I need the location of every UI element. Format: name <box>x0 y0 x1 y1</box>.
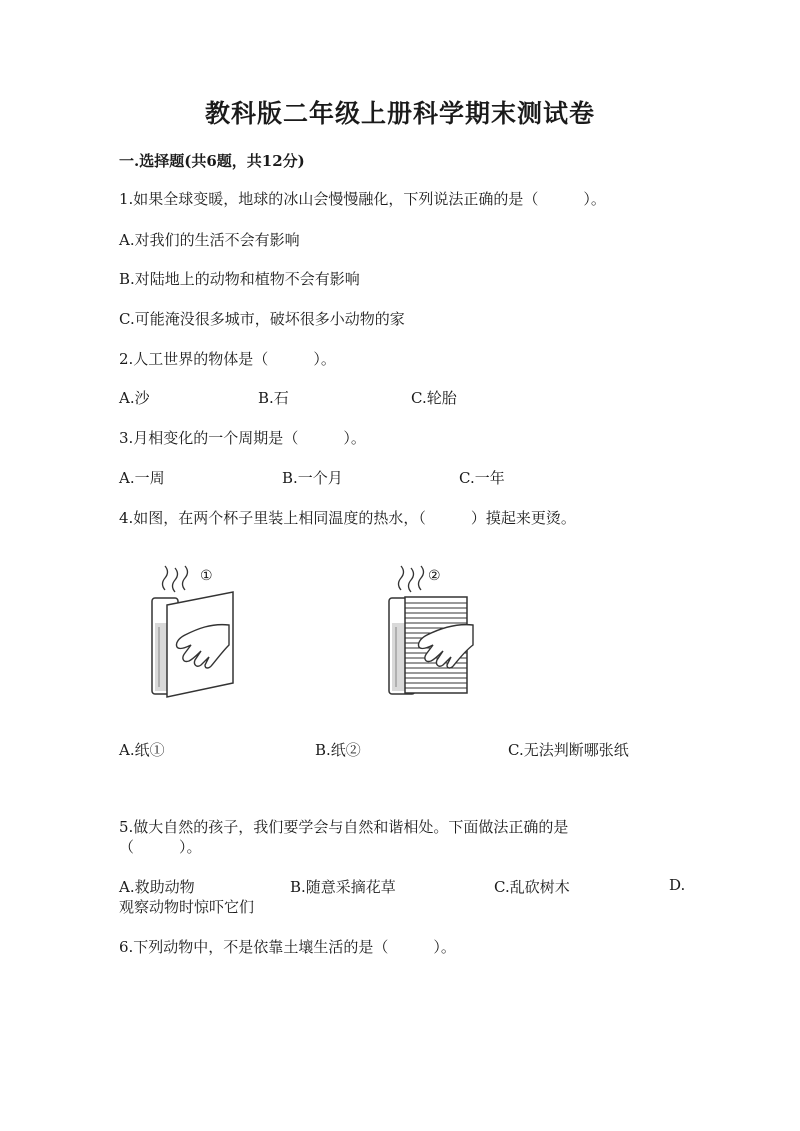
question-2-option-a[interactable]: A.沙 <box>119 389 150 407</box>
question-5-option-a[interactable]: A.救助动物 <box>119 878 195 896</box>
question-1-option-a[interactable]: A.对我们的生活不会有影响 <box>119 231 300 249</box>
question-3-stem: 3.月相变化的一个周期是（ ）。 <box>119 429 366 447</box>
question-5-option-d-continued[interactable]: 观察动物时惊吓它们 <box>119 898 255 916</box>
question-6-stem: 6.下列动物中，不是依靠土壤生活的是（ ）。 <box>119 938 456 956</box>
question-5-option-d[interactable]: D. <box>669 876 686 894</box>
question-2-option-c[interactable]: C.轮胎 <box>411 389 457 407</box>
figure-label-1: ① <box>200 568 213 584</box>
figure-cup-paper-1 <box>145 565 245 700</box>
question-2-stem: 2.人工世界的物体是（ ）。 <box>119 350 336 368</box>
question-1-option-b[interactable]: B.对陆地上的动物和植物不会有影响 <box>119 270 360 288</box>
cup-pleated-paper-illustration <box>383 565 483 700</box>
question-3-option-a[interactable]: A.一周 <box>119 469 165 487</box>
question-5-option-b[interactable]: B.随意采摘花草 <box>290 878 396 896</box>
question-5-stem-line-2: （ ）。 <box>119 838 202 856</box>
question-4-option-a[interactable]: A.纸① <box>119 741 165 759</box>
figure-cup-paper-2 <box>383 565 483 700</box>
figure-label-2: ② <box>428 568 441 584</box>
question-1-option-c[interactable]: C.可能淹没很多城市，破坏很多小动物的家 <box>119 310 405 328</box>
question-4-stem: 4.如图，在两个杯子里装上相同温度的热水，（ ）摸起来更烫。 <box>119 509 576 527</box>
question-3-option-c[interactable]: C.一年 <box>459 469 505 487</box>
question-5-option-c[interactable]: C.乱砍树木 <box>494 878 570 896</box>
question-5-stem-line-1: 5.做大自然的孩子，我们要学会与自然和谐相处。下面做法正确的是 <box>119 818 569 836</box>
question-3-option-b[interactable]: B.一个月 <box>282 469 343 487</box>
section-heading: 一.选择题(共6题，共12分) <box>119 152 305 170</box>
question-1-stem: 1.如果全球变暖，地球的冰山会慢慢融化，下列说法正确的是（ ）。 <box>119 190 606 208</box>
cup-flat-paper-illustration <box>145 565 245 700</box>
question-2-option-b[interactable]: B.石 <box>258 389 289 407</box>
question-4-option-c[interactable]: C.无法判断哪张纸 <box>508 741 629 759</box>
page-title: 教科版二年级上册科学期末测试卷 <box>204 99 595 128</box>
question-4-option-b[interactable]: B.纸② <box>315 741 361 759</box>
